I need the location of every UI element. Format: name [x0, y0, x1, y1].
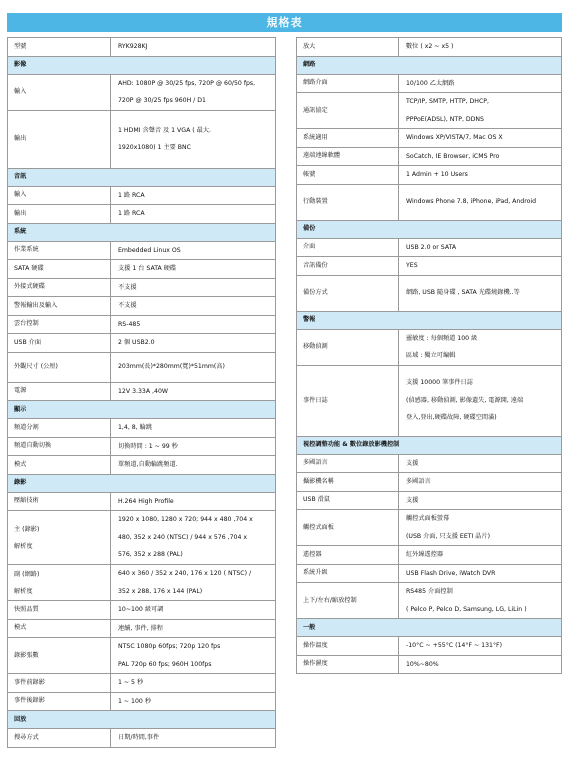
spec-value-line: 支援	[406, 459, 419, 467]
spec-value-line: -10°C ~ +55°C (14°F ~ 131°F)	[406, 642, 503, 649]
spec-row	[8, 492, 276, 511]
spec-value	[399, 275, 562, 311]
spec-value	[399, 184, 562, 220]
spec-row	[8, 205, 276, 224]
spec-label: 副 (網路) 解析度	[8, 565, 111, 601]
spec-value-line: RS-485	[118, 320, 141, 328]
spec-row	[8, 315, 276, 334]
spec-label: 事件後錄影	[8, 692, 111, 711]
spec-row	[297, 275, 562, 311]
spec-value-line: 10~100 級可調	[118, 606, 164, 613]
spec-row	[297, 491, 562, 510]
spec-label: 上下/左右/縮放控制	[297, 583, 399, 619]
spec-value-line: PPPoE(ADSL), NTP, DDNS	[406, 115, 484, 123]
section-title: 備份	[297, 220, 562, 238]
section-header	[8, 223, 276, 241]
spec-label: 頻道分割	[8, 419, 111, 438]
spec-value-line: 1 路 RCA	[118, 191, 145, 199]
spec-value-line: Windows Phone 7.8, iPhone, iPad, Android	[406, 198, 537, 206]
spec-row	[297, 166, 562, 185]
spec-value	[111, 334, 276, 353]
spec-label: 事件前錄影	[8, 674, 111, 693]
spec-value	[111, 511, 276, 565]
spec-row	[8, 334, 276, 353]
spec-value-line: RS485 介面控制	[406, 588, 453, 595]
spec-value-line: YES	[406, 262, 418, 269]
spec-value-line: 12V 3.33A ,40W	[118, 387, 169, 395]
spec-row	[8, 565, 276, 601]
spec-label: 快照品質	[8, 601, 111, 620]
spec-value-line: (偵感器, 移動偵測, 影像遺失, 電源開, 遠端	[406, 396, 524, 404]
spec-label: 攝影機名稱	[297, 473, 399, 492]
section-header	[297, 220, 562, 238]
section-title: 系統	[8, 223, 276, 241]
spec-value-line: 10/100 乙太網路	[406, 79, 455, 87]
spec-value	[399, 564, 562, 583]
spec-value	[111, 565, 276, 601]
spec-label: 雲台控制	[8, 315, 111, 334]
spec-row	[8, 260, 276, 279]
spec-label: 帳號	[297, 166, 399, 185]
spec-label: 頻道自動切換	[8, 437, 111, 456]
spec-row	[8, 278, 276, 297]
spec-value-line: 480, 352 x 240 (NTSC) / 944 x 576 ,704 x	[118, 533, 248, 541]
spec-value	[111, 186, 276, 205]
spec-label: 網路介面	[297, 74, 399, 93]
spec-value	[399, 365, 562, 436]
spec-value	[399, 454, 562, 473]
section-header	[8, 56, 276, 74]
spec-value-line: 352 x 288, 176 x 144 (PAL)	[118, 587, 203, 595]
spec-row	[8, 456, 276, 475]
spec-value-line: 1920x1080) 1 主要 BNC	[118, 144, 191, 151]
section-title: 顯示	[8, 401, 276, 419]
spec-label: 系統升級	[297, 564, 399, 583]
section-title: 視控調整功能 & 數位錄放影機控制	[297, 436, 562, 454]
spec-value-line: 576, 352 x 288 (PAL)	[118, 551, 183, 559]
section-title: 錄影	[8, 474, 276, 492]
spec-row	[297, 238, 562, 257]
spec-value-line: PAL 720p 60 fps; 960H 100fps	[118, 660, 212, 668]
spec-row	[297, 655, 562, 674]
spec-label: 模式	[8, 456, 111, 475]
spec-value-line: 1 ~ 5 秒	[118, 679, 144, 686]
spec-value	[399, 38, 562, 57]
spec-value-line: H.264 High Profile	[118, 497, 174, 505]
spec-value-line: 紅外線遙控器	[406, 551, 444, 558]
spec-value-line: ( Pelco P, Pelco D, Samsung, LG, LiLin )	[406, 605, 527, 613]
spec-value	[111, 315, 276, 334]
spec-value-line: Embedded Linux OS	[118, 246, 181, 254]
spec-value-line: 區域 : 獨立可編輯	[406, 352, 456, 359]
spec-value	[111, 278, 276, 297]
spec-row	[8, 674, 276, 693]
spec-value-line: AHD: 1080P @ 30/25 fps, 720P @ 60/50 fps,	[118, 79, 256, 87]
section-header	[8, 474, 276, 492]
spec-value-line: 1 ~ 100 秒	[118, 697, 152, 705]
spec-value-line: 觸控式面板螢幕	[406, 515, 450, 522]
spec-row	[297, 257, 562, 276]
spec-value	[399, 147, 562, 166]
spec-label: 輸入	[8, 74, 111, 110]
spec-label: 遠端連線軟體	[297, 147, 399, 166]
spec-value-line: 2 個 USB2.0	[118, 339, 155, 346]
spec-value	[111, 638, 276, 674]
spec-value-line: NTSC 1080p 60fps; 720p 120 fps	[118, 643, 221, 650]
spec-value-line: (USB 介面, 只支援 EETI 晶片)	[406, 532, 491, 540]
spec-row	[8, 297, 276, 316]
spec-value-line: 203mm(長)*280mm(寬)*51mm(高)	[118, 363, 225, 371]
spec-value	[111, 382, 276, 401]
spec-value	[399, 93, 562, 129]
spec-value	[111, 456, 276, 475]
spec-value-line: 網路, USB 隨身碟 , SATA 光碟燒錄機..等	[406, 289, 520, 297]
spec-label: USB 介面	[8, 334, 111, 353]
spec-value	[399, 74, 562, 93]
spec-row	[297, 454, 562, 473]
spec-row	[8, 74, 276, 110]
spec-value-line: 單頻道,自動輪跳頻道.	[118, 461, 178, 468]
spec-label: 電源	[8, 382, 111, 401]
spec-row	[297, 129, 562, 148]
spec-row	[297, 546, 562, 565]
spec-value	[111, 729, 276, 748]
spec-label: 警報輸出及輸入	[8, 297, 111, 316]
spec-value	[111, 260, 276, 279]
spec-value	[111, 241, 276, 260]
spec-row	[8, 352, 276, 382]
spec-row	[297, 184, 562, 220]
spec-value-line: 切換時間 : 1 ~ 99 秒	[118, 442, 178, 450]
spec-value	[399, 329, 562, 365]
spec-label: 操作溫度	[297, 637, 399, 656]
spec-label: 錄影張數	[8, 638, 111, 674]
spec-value-line: 1 Admin + 10 Users	[406, 171, 468, 178]
spec-value	[399, 238, 562, 257]
spec-label: 事件日誌	[297, 365, 399, 436]
spec-row	[297, 38, 562, 57]
spec-label: 主 (錄影) 解析度	[8, 511, 111, 565]
spec-row	[8, 110, 276, 168]
spec-label: 音訊備份	[297, 257, 399, 276]
spec-label: 輸出	[8, 110, 111, 168]
spec-row	[297, 365, 562, 436]
spec-value-line: 不支援	[118, 283, 137, 291]
spec-value-line: 640 x 360 / 352 x 240, 176 x 120 ( NTSC) /	[118, 570, 252, 577]
spec-label: 多國語言	[297, 454, 399, 473]
spec-value	[111, 492, 276, 511]
spec-table-left-body	[8, 38, 276, 748]
spec-row	[8, 638, 276, 674]
spec-value-line: 1 路 RCA	[118, 210, 145, 217]
spec-value-line: 支援 10000 筆事件日誌	[406, 379, 473, 387]
spec-row	[8, 186, 276, 205]
section-title: 音訊	[8, 168, 276, 186]
spec-label: SATA 硬碟	[8, 260, 111, 279]
spec-value	[399, 257, 562, 276]
spec-row	[8, 511, 276, 565]
spec-row	[297, 564, 562, 583]
page-title: 規格表	[7, 13, 562, 32]
spec-value-line: RYK928KJ	[118, 43, 148, 50]
spec-value	[399, 473, 562, 492]
spec-row	[8, 692, 276, 711]
spec-row	[297, 147, 562, 166]
section-header	[297, 311, 562, 329]
spec-label: 系統適用	[297, 129, 399, 148]
spec-row	[8, 241, 276, 260]
section-title: 警報	[297, 311, 562, 329]
spec-label: 型號	[8, 38, 111, 57]
spec-label: 通訊協定	[297, 93, 399, 129]
spec-label: 操作濕度	[297, 655, 399, 674]
spec-label: 遙控器	[297, 546, 399, 565]
spec-row	[297, 329, 562, 365]
spec-label: 壓縮技術	[8, 492, 111, 511]
spec-value-line: 靈敏度 : 每個頻道 100 級	[406, 334, 478, 342]
spec-value-line: 多國語言	[406, 478, 431, 485]
spec-value-line: 數位 ( x2 ~ x5 )	[406, 43, 454, 50]
spec-table-right-body	[297, 38, 562, 674]
spec-value	[399, 546, 562, 565]
section-header	[8, 711, 276, 729]
section-header	[297, 56, 562, 74]
section-title: 一般	[297, 619, 562, 637]
spec-value-line: 支援 1 台 SATA 硬碟	[118, 265, 177, 272]
spec-value	[111, 674, 276, 693]
spec-row	[297, 583, 562, 619]
spec-value-line: USB Flash Drive, iWatch DVR	[406, 569, 496, 577]
spec-value	[111, 297, 276, 316]
spec-value	[399, 491, 562, 510]
spec-label: 備份方式	[297, 275, 399, 311]
spec-value	[111, 205, 276, 224]
section-header	[8, 168, 276, 186]
section-title: 影像	[8, 56, 276, 74]
spec-value	[111, 437, 276, 456]
section-header	[8, 401, 276, 419]
spec-value-line: 1 HDMI 含聲音 及 1 VGA ( 最大.	[118, 126, 211, 134]
spec-value-line: 支援	[406, 496, 419, 504]
spec-value	[111, 601, 276, 620]
spec-value-line: 不支援	[118, 302, 137, 309]
spec-label: 外觀尺寸 (公厘)	[8, 352, 111, 382]
spec-row	[8, 437, 276, 456]
spec-row	[8, 619, 276, 638]
spec-value-line: TCP/IP, SMTP, HTTP, DHCP,	[406, 98, 489, 105]
spec-value-line: 10%~80%	[406, 660, 439, 668]
spec-row	[8, 419, 276, 438]
spec-table-right	[296, 37, 562, 674]
section-header	[297, 619, 562, 637]
spec-row	[297, 510, 562, 546]
spec-table-left	[7, 37, 276, 748]
spec-value	[399, 655, 562, 674]
spec-row	[8, 38, 276, 57]
spec-value-line: 日期/時間,事件	[118, 734, 160, 741]
spec-label: 外接式硬碟	[8, 278, 111, 297]
spec-label: 放大	[297, 38, 399, 57]
spec-value	[111, 419, 276, 438]
spec-value-line: 720P @ 30/25 fps 960H / D1	[118, 97, 206, 104]
spec-label: 行動裝置	[297, 184, 399, 220]
spec-label: 模式	[8, 619, 111, 638]
spec-label: 輸出	[8, 205, 111, 224]
spec-value-line: Windows XP/VISTA/7, Mac OS X	[406, 134, 503, 141]
spec-row	[297, 637, 562, 656]
spec-row	[8, 382, 276, 401]
spec-value-line: 1920 x 1080, 1280 x 720; 944 x 480 ,704 x	[118, 516, 253, 524]
spec-value	[399, 129, 562, 148]
spec-value-line: 1,4, 8, 輪跳	[118, 424, 153, 431]
spec-value	[111, 619, 276, 638]
spec-label: 輸入	[8, 186, 111, 205]
spec-value	[111, 352, 276, 382]
spec-label: 移動偵測	[297, 329, 399, 365]
spec-label: 作業系統	[8, 241, 111, 260]
spec-value	[111, 110, 276, 168]
spec-label: 觸控式面板	[297, 510, 399, 546]
spec-value	[111, 692, 276, 711]
spec-label: 介面	[297, 238, 399, 257]
section-header	[297, 436, 562, 454]
spec-value	[399, 510, 562, 546]
spec-value-line: USB 2.0 or SATA	[406, 243, 457, 251]
spec-row	[8, 729, 276, 748]
spec-value	[399, 583, 562, 619]
section-title: 回放	[8, 711, 276, 729]
spec-row	[297, 473, 562, 492]
spec-value	[399, 166, 562, 185]
section-title: 網路	[297, 56, 562, 74]
spec-value-line: SoCatch, IE Browser, iCMS Pro	[406, 152, 500, 160]
spec-value	[111, 38, 276, 57]
spec-row	[297, 74, 562, 93]
spec-value-line: 連續, 事件, 排程	[118, 624, 163, 632]
spec-label: 搜尋方式	[8, 729, 111, 748]
spec-row	[297, 93, 562, 129]
spec-value	[111, 74, 276, 110]
spec-value	[399, 637, 562, 656]
spec-row	[8, 601, 276, 620]
spec-label: USB 滑鼠	[297, 491, 399, 510]
spec-value-line: 登入,登出,硬碟故障, 硬碟空間滿)	[406, 414, 497, 422]
